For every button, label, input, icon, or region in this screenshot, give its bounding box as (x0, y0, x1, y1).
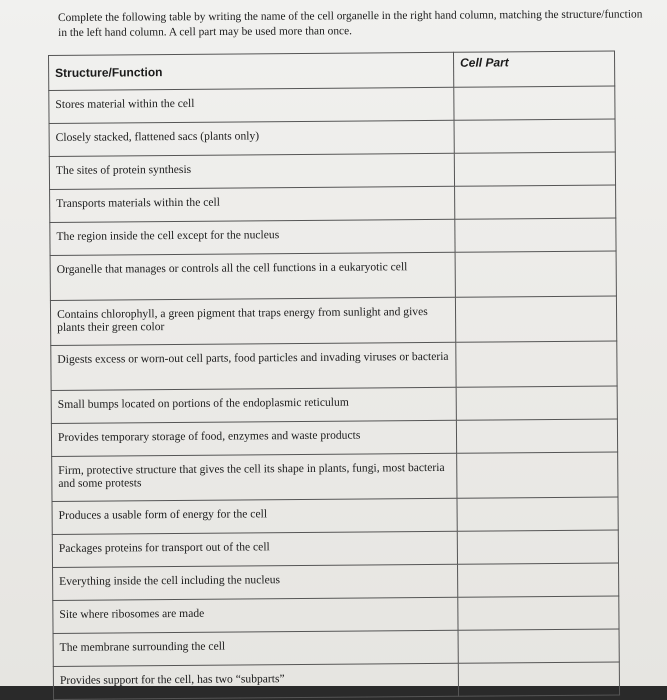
table-row (49, 119, 615, 156)
cell-part-answer[interactable] (458, 596, 619, 630)
header-cell-part: Cell Part (453, 51, 614, 87)
table-row (53, 596, 619, 633)
function-cell: Transports materials within the cell (50, 186, 455, 222)
table-row (50, 296, 616, 345)
table-row (49, 86, 615, 123)
table-row (50, 185, 616, 222)
function-cell: Contains chlorophyll, a green pigment that traps energy from sunlight and gives plants their green color (50, 297, 455, 345)
table-row (52, 497, 618, 534)
organelle-table (48, 51, 620, 700)
cell-part-answer[interactable] (455, 251, 616, 297)
table-row (50, 251, 616, 300)
function-cell: Digests excess or worn-out cell parts, food particles and invading viruses or bacteria (51, 342, 456, 390)
cell-part-answer[interactable] (458, 662, 619, 696)
cell-part-answer[interactable] (455, 218, 616, 252)
organelle-table-wrapper (48, 51, 619, 700)
cell-part-answer[interactable] (454, 86, 615, 120)
cell-part-answer[interactable] (458, 563, 619, 597)
table-row (53, 662, 619, 699)
cell-part-answer[interactable] (456, 341, 617, 387)
table-row (49, 152, 615, 189)
table-row (51, 419, 617, 456)
function-cell: The sites of protein synthesis (49, 153, 454, 189)
cell-part-answer[interactable] (457, 497, 618, 531)
cell-part-answer[interactable] (457, 530, 618, 564)
function-cell: Small bumps located on portions of the endoplasmic reticulum (51, 387, 456, 423)
function-cell: Provides temporary storage of food, enzymes and waste products (51, 420, 456, 456)
cell-part-answer[interactable] (454, 152, 615, 186)
function-cell: Packages proteins for transport out of the cell (52, 531, 457, 567)
header-structure-function: Structure/Function (49, 52, 454, 90)
table-row (50, 218, 616, 255)
function-cell: Closely stacked, flattened sacs (plants only) (49, 120, 454, 156)
function-cell: Everything inside the cell including the nucleus (53, 564, 458, 600)
function-cell: The region inside the cell except for the nucleus (50, 219, 455, 255)
function-cell: Provides support for the cell, has two “subparts” (53, 663, 458, 699)
cell-part-answer[interactable] (456, 386, 617, 420)
cell-part-answer[interactable] (457, 452, 618, 498)
function-cell: Stores material within the cell (49, 87, 454, 123)
function-cell: The membrane surrounding the cell (53, 630, 458, 666)
cell-part-answer[interactable] (454, 119, 615, 153)
function-cell: Produces a usable form of energy for the cell (52, 498, 457, 534)
cell-part-answer[interactable] (455, 185, 616, 219)
instructions-text: Complete the following table by writing the name of the cell organelle in the right hand column, matching the structure/function in the left hand column. A cell part may be used more than once. (58, 8, 643, 39)
cell-part-answer[interactable] (455, 296, 616, 342)
function-cell: Organelle that manages or controls all the cell functions in a eukaryotic cell (50, 252, 455, 300)
table-header-row (49, 51, 615, 90)
function-cell: Site where ribosomes are made (53, 597, 458, 633)
table-row (52, 530, 618, 567)
cell-part-answer[interactable] (456, 419, 617, 453)
table-row (51, 386, 617, 423)
function-cell: Firm, protective structure that gives the cell its shape in plants, fungi, most bacteria and some protests (52, 453, 457, 501)
cell-part-answer[interactable] (458, 629, 619, 663)
table-row (53, 629, 619, 666)
table-row (51, 341, 617, 390)
table-row (52, 452, 618, 501)
table-row (53, 563, 619, 600)
